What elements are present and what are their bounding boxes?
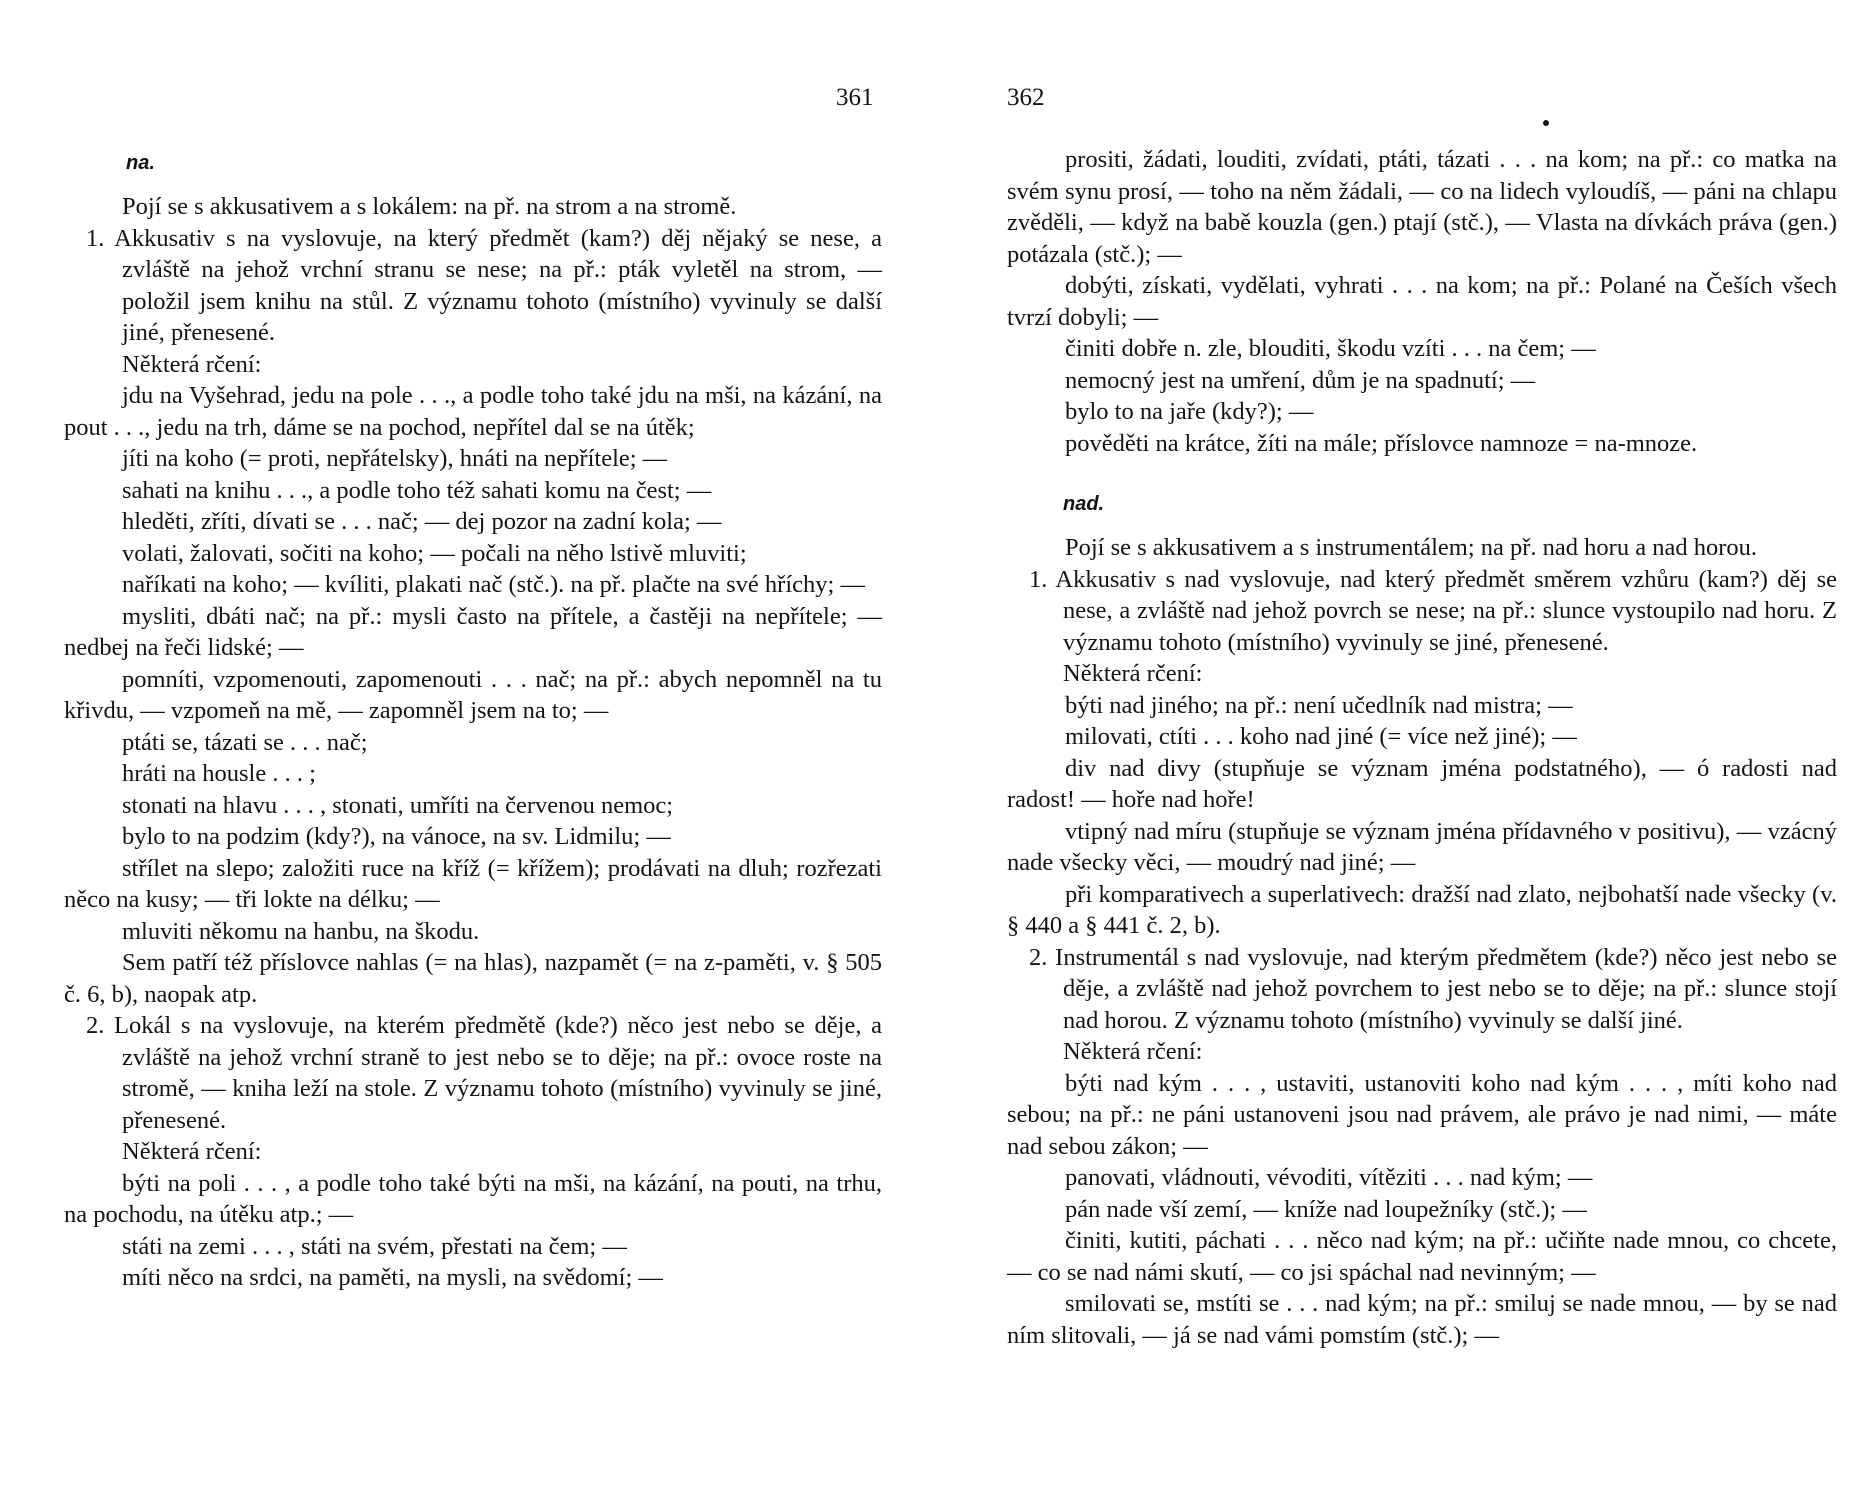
paragraph: volati, žalovati, sočiti na koho; — počali na něho lstivě mluviti; bbox=[122, 539, 747, 567]
paragraph: býti na poli . . . , a podle toho také býti na mši, na kázání, na pouti, na trhu, na pochodu, na útěku atp.; — bbox=[64, 1169, 882, 1228]
paragraph: sahati na knihu . . ., a podle toho též sahati komu na čest; — bbox=[122, 476, 712, 504]
paragraph: míti něco na srdci, na paměti, na mysli, na svědomí; — bbox=[122, 1264, 663, 1291]
paragraph: při komparativech a superlativech: dražší nad zlato, nejbohatší nade všecky (v. § 440 a § 441 č. 2, b). bbox=[1007, 880, 1837, 939]
paragraph: činiti dobře n. zle, blouditi, škodu vzíti . . . na čem; — bbox=[1065, 335, 1596, 362]
paragraph: prositi, žádati, louditi, zvídati, ptáti, tázati . . . na kom; na př.: co matka na svém synu prosí, — toho na něm žádali, — co na lidech vyloudíš, — páni na chlapu zvěděli, — když na babě kouzla (gen.) ptají (stč.), — Vlasta na dívkách práva (gen.) potázala (stč.); — bbox=[1007, 146, 1837, 268]
paragraph: 2. Instrumentál s nad vyslovuje, nad kterým předmětem (kde?) něco jest nebo se děje, a zvláště nad jehož povrchem to jest nebo se to děje; na př.: slunce stojí nad horou. Z významu tohoto (místního) vyvinuly se další jiné. bbox=[1029, 943, 1837, 1034]
section-heading-na: na. bbox=[126, 152, 155, 174]
left-paragraphs bbox=[64, 191, 882, 1294]
paragraph: hleděti, zříti, dívati se . . . nač; — dej pozor na zadní kola; — bbox=[122, 508, 722, 535]
paragraph: hráti na housle . . . ; bbox=[122, 760, 316, 787]
paragraph: mluviti někomu na hanbu, na škodu. bbox=[122, 917, 480, 945]
paragraph: Pojí se s akkusativem a s lokálem: na př. na strom a na stromě. bbox=[122, 193, 737, 220]
right-continuation-paragraphs bbox=[1007, 144, 1837, 459]
left-page-text bbox=[64, 144, 882, 1294]
paragraph: bylo to na jaře (kdy?); — bbox=[1065, 398, 1314, 425]
paragraph: jíti na koho (= proti, nepřátelsky), hnáti na nepřítele; — bbox=[122, 445, 668, 472]
paragraph: naříkati na koho; — kvíliti, plakati nač (stč.). na př. plačte na své hříchy; — bbox=[122, 571, 865, 598]
paragraph: nemocný jest na umření, dům je na spadnutí; — bbox=[1065, 366, 1536, 394]
right-page bbox=[933, 0, 1866, 1500]
paragraph: pomníti, vzpomenouti, zapomenouti . . . nač; na př.: abych nepomněl na tu křivdu, — vzpomeň na mě, — zapomněl jsem na to; — bbox=[64, 665, 882, 724]
printing-dot bbox=[1543, 120, 1549, 126]
paragraph: Pojí se s akkusativem a s instrumentálem; na př. nad horu a nad horou. bbox=[1065, 534, 1757, 561]
paragraph: střílet na slepo; založiti ruce na kříž (= křížem); prodávati na dluh; rozřezati něco na kusy; — tři lokte na délku; — bbox=[64, 854, 882, 913]
paragraph: činiti, kutiti, páchati . . . něco nad kým; na př.: učiňte nade mnou, co chcete, — co se nad námi skutí, — co jsi spáchal nad nevinným; — bbox=[1007, 1227, 1837, 1286]
paragraph: bylo to na podzim (kdy?), na vánoce, na sv. Lidmilu; — bbox=[122, 823, 671, 850]
paragraph: Některá rčení: bbox=[122, 350, 262, 378]
paragraph: Sem patří též příslovce nahlas (= na hlas), nazpamět (= na z-paměti, v. § 505 č. 6, b), naopak atp. bbox=[64, 949, 882, 1008]
paragraph: pověděti na krátce, žíti na mále; příslovce namnoze = na-mnoze. bbox=[1065, 429, 1698, 457]
page-number-right: 362 bbox=[1007, 84, 1045, 111]
paragraph: stonati na hlavu . . . , stonati, umříti na červenou nemoc; bbox=[122, 791, 674, 819]
paragraph: dobýti, získati, vydělati, vyhrati . . . na kom; na př.: Polané na Češích všech tvrzí dobyli; — bbox=[1007, 272, 1837, 331]
paragraph: vtipný nad míru (stupňuje se význam jména přídavného v positivu), — vzácný nade všecky věci, — moudrý nad jiné; — bbox=[1007, 817, 1837, 876]
paragraph: býti nad kým . . . , ustaviti, ustanoviti koho nad kým . . . , míti koho nad sebou; na př.: ne páni ustanoveni jsou nad právem, ale právo je nad nimi, — máte nad sebou zákon; — bbox=[1007, 1069, 1837, 1160]
page-number-left: 361 bbox=[836, 84, 874, 111]
paragraph: státi na zemi . . . , státi na svém, přestati na čem; — bbox=[122, 1232, 627, 1260]
paragraph: 1. Akkusativ s na vyslovuje, na který předmět (kam?) děj nějaký se nese, a zvláště na jehož vrchní stranu se nese; na př.: pták vyletěl na strom, — položil jsem knihu na stůl. Z významu tohoto (místního) vyvinuly se další jiné, přenesené. bbox=[86, 224, 882, 346]
paragraph: býti nad jiného; na př.: není učedlník nad mistra; — bbox=[1065, 691, 1573, 719]
right-page-text bbox=[1007, 144, 1837, 1351]
paragraph: panovati, vládnouti, vévoditi, vítěziti . . . nad kým; — bbox=[1065, 1164, 1593, 1191]
paragraph: Některá rčení: bbox=[122, 1138, 262, 1165]
right-paragraphs bbox=[1007, 532, 1837, 1351]
paragraph: Některá rčení: bbox=[1063, 660, 1203, 687]
paragraph: pán nade vší zemí, — kníže nad loupežníky (stč.); — bbox=[1065, 1195, 1587, 1223]
paragraph: smilovati se, mstíti se . . . nad kým; na př.: smiluj se nade mnou, — by se nad ním slitovali, — já se nad vámi pomstím (stč.); — bbox=[1007, 1290, 1837, 1349]
paragraph: jdu na Vyšehrad, jedu na pole . . ., a podle toho také jdu na mši, na kázání, na pout . . ., jedu na trh, dáme se na pochod, nepřítel dal se na útěk; bbox=[64, 382, 882, 441]
paragraph: div nad divy (stupňuje se význam jména podstatného), — ó radosti nad radost! — hoře nad hoře! bbox=[1007, 754, 1837, 813]
paragraph: ptáti se, tázati se . . . nač; bbox=[122, 728, 368, 756]
paragraph: Některá rčení: bbox=[1063, 1038, 1203, 1065]
section-heading-nad: nad. bbox=[1063, 493, 1105, 515]
paragraph: mysliti, dbáti nač; na př.: mysli často na přítele, a častěji na nepřítele; — nedbej na řeči lidské; — bbox=[64, 602, 882, 661]
paragraph: milovati, ctíti . . . koho nad jiné (= více než jiné); — bbox=[1065, 723, 1577, 750]
paragraph: 1. Akkusativ s nad vyslovuje, nad který předmět směrem vzhůru (kam?) děj se nese, a zvláště nad jehož povrch se nese; na př.: slunce vystoupilo nad horu. Z významu tohoto (místního) vyvinuly se jiné, přenesené. bbox=[1029, 565, 1837, 656]
paragraph: 2. Lokál s na vyslovuje, na kterém předmětě (kde?) něco jest nebo se děje, a zvláště na jehož vrchní straně to jest nebo se to děje; na př.: ovoce roste na stromě, — kniha leží na stole. Z významu tohoto (místního) vyvinuly se jiné, přenesené. bbox=[86, 1012, 882, 1134]
